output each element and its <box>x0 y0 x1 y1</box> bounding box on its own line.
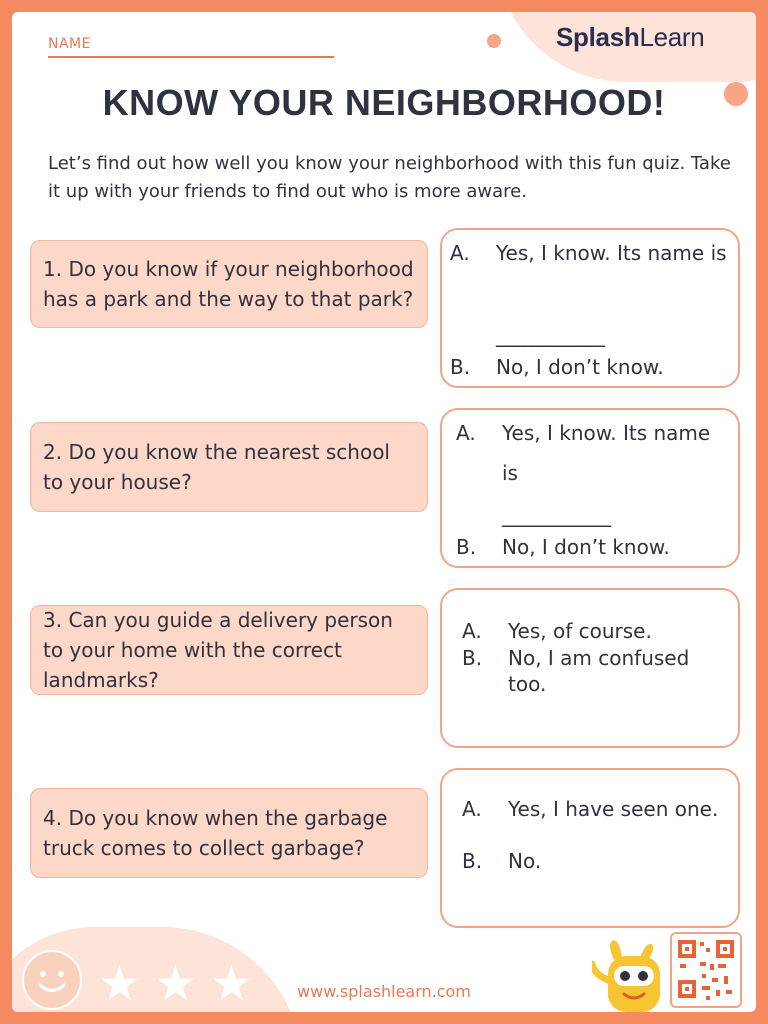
intro-text: Let’s find out how well you know your neighborhood with this fun quiz. Take it up with your friends to find out who is more aware. <box>48 153 731 202</box>
decor-dot <box>487 34 501 48</box>
answer-box-1: A. Yes, I know. Its name is ____________ B. No, I don’t know. <box>440 228 740 388</box>
answer-box-3: A. Yes, of course. B. No, I am confused too. <box>440 588 740 748</box>
question-text: 2. Do you know the nearest school to your house? <box>43 440 390 494</box>
question-1 <box>30 240 428 328</box>
star-icon: ★ <box>210 956 254 1012</box>
answer-box-2: A. Yes, I know. Its name is ____________ B. No, I don’t know. <box>440 408 740 568</box>
qr-code-icon[interactable] <box>670 932 742 1008</box>
question-4 <box>30 788 428 878</box>
splashlearn-logo: SplashLearn <box>556 22 705 52</box>
star-icon: ★ <box>154 956 198 1012</box>
question-2 <box>30 422 428 512</box>
star-icon: ★ <box>98 956 142 1012</box>
name-field[interactable] <box>48 56 334 58</box>
smiley-icon <box>22 950 82 1010</box>
website-url[interactable]: www.splashlearn.com <box>297 982 471 1001</box>
question-text: 3. Can you guide a delivery person to your home with the correct landmarks? <box>43 608 393 692</box>
name-label: NAME <box>48 36 91 52</box>
question-text: 4. Do you know when the garbage truck comes to collect garbage? <box>43 806 388 860</box>
page-title: KNOW YOUR NEIGHBORHOOD! <box>102 82 666 123</box>
worksheet <box>12 12 756 1012</box>
mascot-icon <box>592 940 672 1012</box>
question-text: 1. Do you know if your neighborhood has a park and the way to that park? <box>43 257 414 311</box>
question-3 <box>30 605 428 695</box>
answer-box-4: A. Yes, I have seen one. B. No. <box>440 768 740 928</box>
